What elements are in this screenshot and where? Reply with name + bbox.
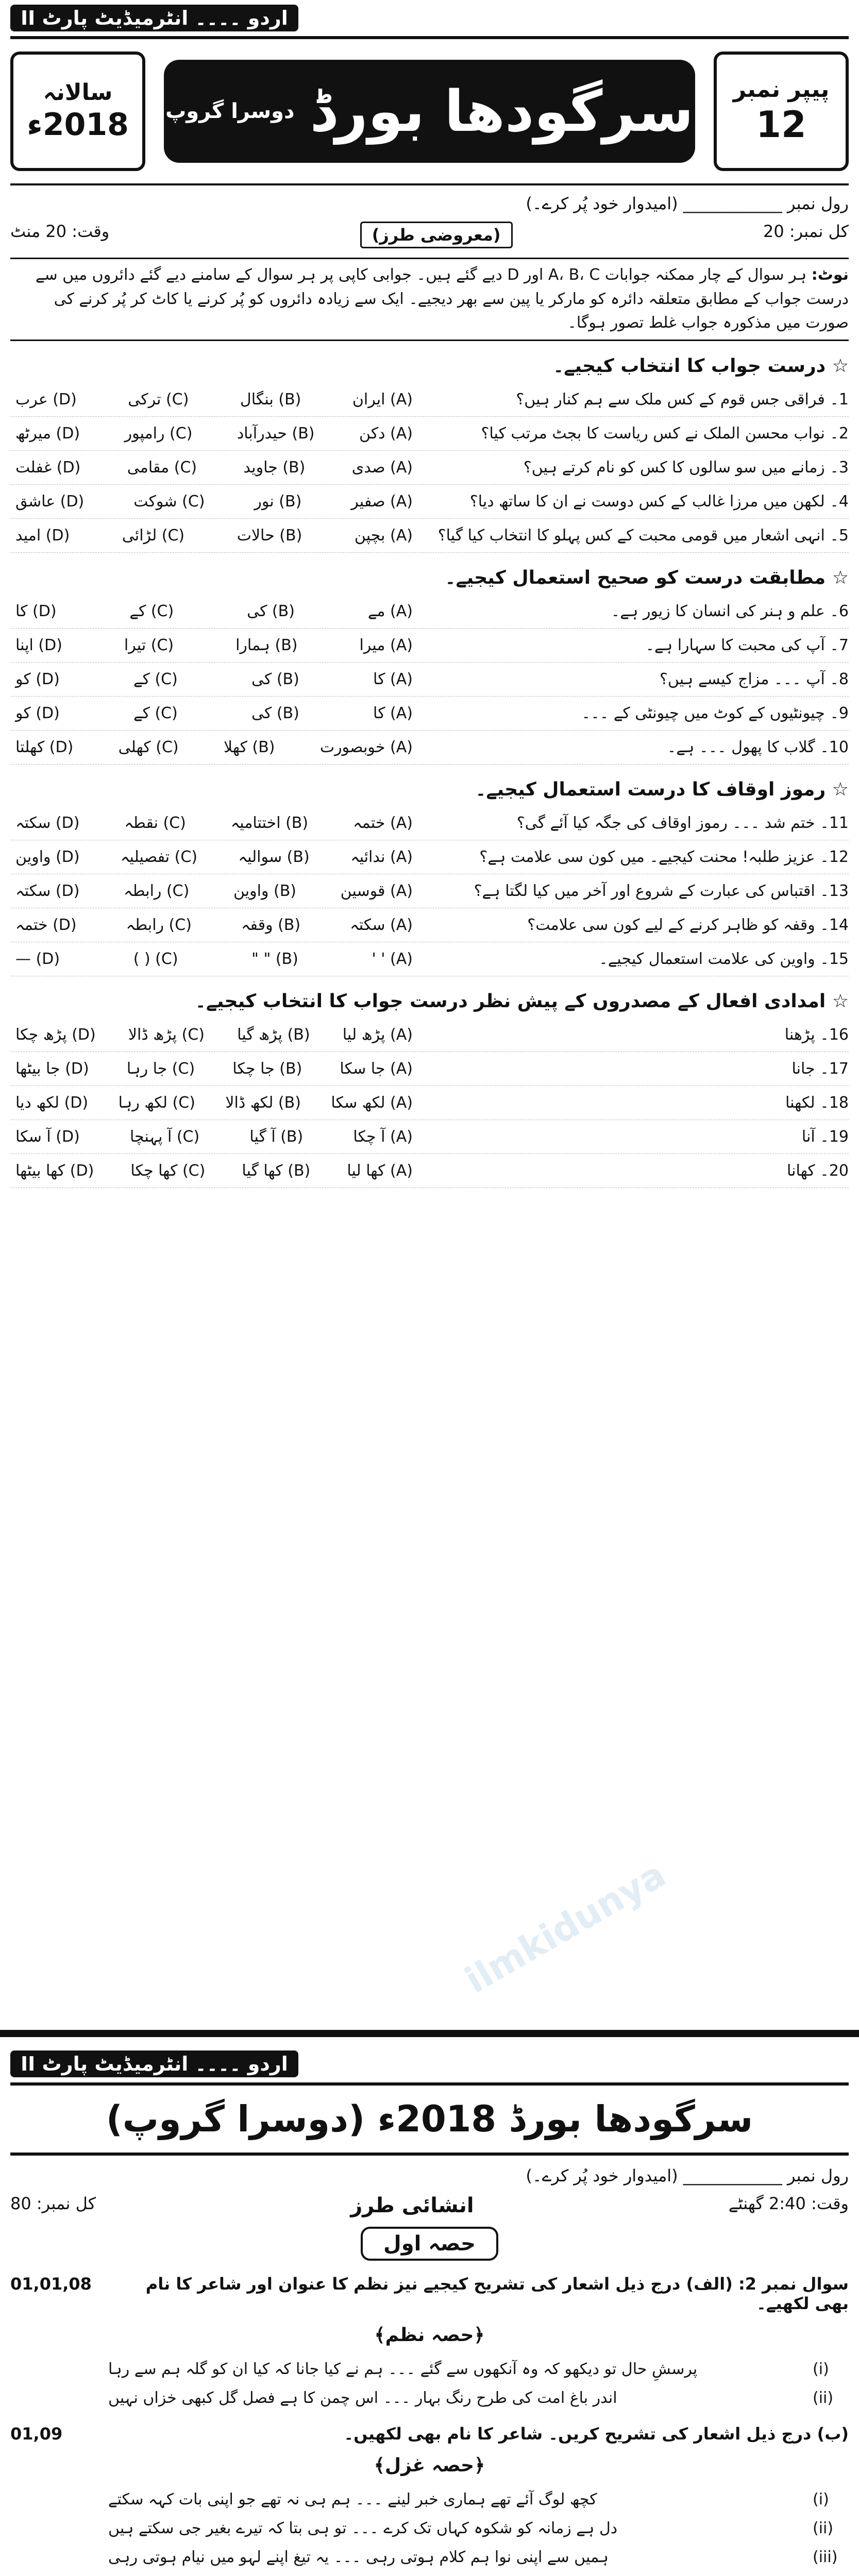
mcq-question — [10, 942, 849, 976]
answer-option: (B) حالات — [237, 526, 302, 545]
answer-options — [10, 736, 413, 759]
answer-option: (C) ترکی — [128, 390, 189, 409]
verse-text: پرسشِ حال تو دیکھو کہ وہ آنکھوں سے گئے ۔۔۔ ہم نے کیا جانا کہ کیا ان کو گلہ ہم سے رہا — [108, 2360, 698, 2378]
answer-option: (C) کے — [133, 704, 178, 722]
roll-no-field: رول نمبر ____________ — [683, 194, 849, 213]
subject-badge: اردو ۔۔۔۔ انٹرمیڈیٹ پارٹ II — [10, 5, 298, 31]
verse-row — [108, 2516, 849, 2541]
verse-number: (i) — [813, 2490, 829, 2509]
nazm-verses — [10, 2357, 849, 2411]
answer-option: (C) کے — [129, 602, 174, 620]
objective-paper — [10, 0, 849, 1188]
answer-options — [10, 845, 413, 869]
watermark: ilmkidunya — [458, 1853, 673, 2002]
mcq-question — [10, 383, 849, 417]
paper-number-box — [714, 52, 849, 171]
answer-option: (A) لکھ سکا — [331, 1093, 413, 1112]
note-text: ہر سوال کے چار ممکنہ جوابات A، B، C اور D دیے گئے ہیں۔ جوابی کاپی پر ہر سوال کے سامنے دیے گئے دائروں میں سے درست جواب کے مطابق متعلقہ دائرہ کو مارکر یا پین سے بھر دیجیے۔ ایک سے زیادہ دائروں کو پُر کرنے یا کاٹ کر پُر کرنے کی صورت میں مذکورہ جواب غلط تصور ہوگا۔ — [35, 266, 849, 332]
verse-number: (i) — [813, 2360, 829, 2378]
answer-option: (C) شوکت — [133, 492, 205, 511]
mcq-question — [10, 451, 849, 485]
answer-option: (B) کی — [251, 670, 299, 688]
answer-option: (D) کو — [15, 670, 60, 688]
answer-option: (D) جا بیٹھا — [15, 1059, 89, 1078]
total-marks: کل نمبر: 20 — [763, 222, 849, 241]
answer-option: (B) " " — [251, 950, 298, 968]
paper-no: 12 — [756, 104, 806, 146]
answer-option: (D) امید — [15, 526, 70, 545]
answer-option: (A) خوبصورت — [319, 738, 413, 756]
question-stem: 15۔ واوین کی علامت استعمال کیجیے۔ — [599, 950, 849, 968]
marks-row-2 — [10, 2194, 849, 2217]
mcq-question — [10, 908, 849, 942]
answer-option: (D) کو — [15, 704, 60, 722]
mcq-sections — [10, 355, 849, 1188]
board-title-2: سرگودھا بورڈ 2018ء (دوسرا گروپ) — [10, 2082, 849, 2156]
answer-option: (C) آ پہنچا — [129, 1127, 200, 1146]
answer-option: (B) جاوید — [243, 458, 306, 477]
answer-option: (C) پڑھ ڈالا — [128, 1025, 205, 1044]
answer-options — [10, 668, 413, 691]
answer-option: (C) تیرا — [124, 636, 174, 654]
answer-option: (C) ( ) — [133, 950, 178, 968]
answer-option: (D) کھا بیٹھا — [15, 1161, 94, 1180]
answer-option: (B) لکھ ڈالا — [225, 1093, 301, 1112]
answer-options — [10, 456, 413, 479]
answer-option: (A) آ چکا — [353, 1127, 413, 1146]
question-stem: 10۔ گلاب کا پھول ۔۔۔ ہے۔ — [667, 738, 849, 756]
verse-row — [108, 2487, 849, 2512]
answer-option: (A) ختمہ — [352, 814, 413, 832]
answer-option: (A) کھا لیا — [347, 1161, 413, 1180]
verse-number: (ii) — [813, 2389, 834, 2407]
answer-option: (D) آ سکا — [15, 1127, 80, 1146]
mcq-question — [10, 485, 849, 519]
mcq-question — [10, 1154, 849, 1188]
mcq-question — [10, 519, 849, 553]
question-stem: 16۔ پڑھنا — [784, 1025, 849, 1044]
answer-option: (D) میرٹھ — [15, 424, 80, 443]
question-2a — [10, 2274, 849, 2313]
answer-option: (B) واوین — [233, 882, 296, 900]
answer-option: (D) — — [15, 950, 60, 968]
answer-option: (B) سوالیہ — [238, 848, 310, 866]
answer-option: (A) صفیر — [351, 492, 413, 511]
answer-options — [10, 490, 413, 513]
answer-option: (A) بچپن — [354, 526, 413, 545]
answer-option: (C) کے — [133, 670, 178, 688]
answer-option: (B) نور — [254, 492, 302, 511]
answer-option: (A) جا سکا — [340, 1059, 413, 1078]
question-stem: 2۔ نواب محسن الملک نے کس ریاست کا بجٹ مرتب کیا؟ — [481, 424, 849, 443]
question-stem: 6۔ علم و ہنر کی انسان کا زیور ہے۔ — [611, 602, 849, 620]
question-stem: 9۔ چیونٹیوں کے کوٹ میں چیونٹی کے ۔۔۔ — [581, 704, 849, 722]
question-stem: 17۔ جانا — [791, 1059, 849, 1078]
answer-option: (C) رامپور — [124, 424, 193, 443]
verse-text: اندر باغ امت کی طرح رنگ بہار ۔۔۔ اس چمن کا ہے فصل گل کبھی خزاں نہیں — [108, 2389, 617, 2407]
answer-option: (C) نقطہ — [124, 814, 186, 832]
mcq-question — [10, 417, 849, 451]
answer-option: (C) رابطہ — [124, 882, 190, 900]
answer-options — [10, 388, 413, 411]
exam-year: 2018ء — [27, 107, 129, 143]
answer-option: (A) قوسین — [340, 882, 413, 900]
verse-row — [108, 2386, 849, 2411]
answer-option: (A) ' ' — [372, 950, 413, 968]
time-allowed: وقت: 20 منٹ — [10, 222, 110, 241]
mcq-question — [10, 731, 849, 765]
subject-strip — [10, 0, 849, 39]
session-box — [10, 52, 145, 171]
roll-row-2 — [10, 2166, 849, 2185]
part-label-wrap — [10, 2227, 849, 2261]
answer-option: (D) لکھ دیا — [15, 1093, 89, 1112]
instructions-note — [10, 258, 849, 341]
subjective-paper — [10, 2045, 849, 2576]
question-stem: 14۔ وقفہ کو ظاہر کرنے کے لیے کون سی علامت؟ — [527, 916, 849, 934]
question-stem: 7۔ آپ کی محبت کا سہارا ہے۔ — [645, 636, 849, 654]
paper-header — [10, 39, 849, 185]
ghazal-verses — [10, 2487, 849, 2570]
question-2b-text: (ب) درج ذیل اشعار کی تشریح کریں۔ شاعر کا نام بھی لکھیں۔ — [344, 2424, 849, 2444]
answer-option: (D) کھلتا — [15, 738, 74, 756]
question-stem: 18۔ لکھنا — [785, 1093, 849, 1112]
answer-option: (B) بنگال — [240, 390, 301, 409]
answer-option: (C) جا رہا — [126, 1059, 195, 1078]
question-2b — [10, 2424, 849, 2444]
mcq-question — [10, 840, 849, 874]
verse-text: دل ہے زمانہ کو شکوہ کہاں تک کرے ۔۔۔ تو ہی بتا کہ تیرے بغیر جی سکتے ہیں — [108, 2519, 618, 2537]
question-stem: 13۔ اقتباس کی عبارت کے شروع اور آخر میں کیا لگتا ہے؟ — [474, 882, 849, 900]
question-2a-marks: 01,01,08 — [10, 2274, 92, 2294]
mcq-question — [10, 1120, 849, 1154]
board-name: سرگودھا بورڈ — [310, 78, 694, 144]
mcq-question — [10, 1018, 849, 1052]
verse-text: کچھ لوگ آئے تھے ہماری خبر لینے ۔۔۔ ہم ہی نہ تھے جو اپنی بات کہہ سکتے — [108, 2490, 597, 2509]
paper-no-label: پیپر نمبر — [733, 76, 830, 103]
question-stem: 4۔ لکھن میں مرزا غالب کے کس دوست نے ان کا ساتھ دیا؟ — [469, 492, 849, 511]
answer-options — [10, 947, 413, 971]
mcq-question — [10, 1052, 849, 1086]
page-divider — [0, 2030, 859, 2037]
answer-options — [10, 1091, 413, 1114]
paper-type-2: انشائی طرز — [350, 2194, 474, 2217]
answer-option: (A) دکن — [359, 424, 413, 443]
question-stem: 8۔ آپ ۔۔۔ مزاج کیسے ہیں؟ — [659, 670, 849, 688]
ghazal-heading: ﴿حصہ غزل﴾ — [374, 2455, 485, 2476]
answer-option: (B) کی — [251, 704, 299, 722]
answer-option: (A) صدی — [351, 458, 413, 477]
answer-option: (A) ایران — [352, 390, 413, 409]
answer-option: (C) کھلی — [118, 738, 179, 756]
answer-option: (A) میرا — [359, 636, 413, 654]
answer-option: (B) حیدرآباد — [237, 424, 315, 443]
answer-options — [10, 702, 413, 725]
answer-option: (D) پڑھ چکا — [15, 1025, 96, 1044]
question-stem: 5۔ انہی اشعار میں قومی محبت کے کس پہلو کا انتخاب کیا گیا؟ — [437, 526, 849, 545]
question-stem: 3۔ زمانے میں سو سالوں کا کس کو نام کرتے ہیں؟ — [523, 458, 849, 477]
subject-strip-2 — [10, 2045, 849, 2082]
answer-option: (D) اپنا — [15, 636, 62, 654]
answer-option: (C) کھا چکا — [130, 1161, 206, 1180]
question-stem: 19۔ آنا — [801, 1127, 849, 1146]
answer-options — [10, 879, 413, 903]
subject-badge-2: اردو ۔۔۔۔ انٹرمیڈیٹ پارٹ II — [10, 2050, 298, 2077]
answer-option: (D) ختمہ — [15, 916, 77, 934]
answer-options — [10, 524, 413, 547]
section-title: ☆ رموز اوقاف کا درست استعمال کیجیے۔ — [475, 778, 849, 800]
question-stem: 11۔ ختم شد ۔۔۔ رموز اوقاف کی جگہ کیا آئے گی؟ — [516, 814, 849, 832]
answer-options — [10, 913, 413, 937]
mcq-question — [10, 595, 849, 629]
question-stem: 12۔ عزیز طلبہ! محنت کیجیے۔ میں کون سی علامت ہے؟ — [479, 848, 849, 866]
answer-option: (B) ہمارا — [235, 636, 298, 654]
answer-options — [10, 600, 413, 623]
roll-row — [10, 194, 849, 213]
question-2a-text: سوال نمبر 2: (الف) درج ذیل اشعار کی تشریح کیجیے نیز نظم کا عنوان اور شاعر کا نام بھی لکھیے۔ — [145, 2274, 849, 2313]
verse-number: (iii) — [813, 2548, 838, 2566]
mcq-question — [10, 806, 849, 840]
answer-options — [10, 1159, 413, 1182]
answer-options — [10, 1023, 413, 1046]
answer-option: (D) کا — [15, 602, 57, 620]
marks-row — [10, 222, 849, 248]
answer-option: (B) کھا گیا — [242, 1161, 311, 1180]
mcq-question — [10, 663, 849, 697]
answer-option: (C) تفصیلیہ — [120, 848, 198, 866]
time-allowed-2: وقت: 2:40 گھنٹے — [728, 2194, 849, 2213]
answer-option: (B) اختتامیہ — [230, 814, 309, 832]
group-label: دوسرا گروپ — [165, 99, 295, 123]
mcq-question — [10, 1086, 849, 1120]
answer-option: (C) رابطہ — [126, 916, 192, 934]
candidate-note: (امیدوار خود پُر کرے۔) — [526, 194, 678, 213]
answer-option: (B) پڑھ گیا — [237, 1025, 310, 1044]
answer-option: (B) آ گیا — [249, 1127, 304, 1146]
answer-option: (D) واوین — [15, 848, 80, 866]
session-label: سالانہ — [43, 79, 113, 106]
question-stem: 1۔ فراقی جس قوم کے کس ملک سے ہم کنار ہیں؟ — [516, 390, 849, 409]
answer-option: (B) کھلا — [223, 738, 275, 756]
section-title: ☆ درست جواب کا انتخاب کیجیے۔ — [553, 355, 849, 377]
answer-option: (D) سکتہ — [15, 882, 80, 900]
verse-row — [108, 2545, 849, 2570]
question-stem: 20۔ کھانا — [786, 1161, 849, 1180]
candidate-note-2: (امیدوار خود پُر کرے۔) — [526, 2166, 678, 2185]
total-marks-2: کل نمبر: 80 — [10, 2194, 96, 2213]
answer-option: (A) سکتہ — [350, 916, 413, 934]
verse-text: ہمیں سے اپنی نوا ہم کلام ہوتی رہی ۔۔۔ یہ تیغ اپنے لہو میں نیام ہوتی رہی — [108, 2548, 609, 2566]
verse-row — [108, 2357, 849, 2382]
answer-options — [10, 1125, 413, 1148]
mcq-question — [10, 697, 849, 731]
answer-options — [10, 422, 413, 445]
board-banner — [164, 60, 695, 163]
answer-option: (A) پڑھ لیا — [342, 1025, 413, 1044]
answer-option: (A) ندائیہ — [350, 848, 413, 866]
answer-option: (C) لڑائی — [122, 526, 185, 545]
answer-option: (C) مقامی — [127, 458, 197, 477]
answer-option: (D) غفلت — [15, 458, 81, 477]
part-one-label: حصہ اول — [361, 2227, 498, 2261]
answer-option: (B) وقفہ — [241, 916, 301, 934]
answer-option: (D) عرب — [15, 390, 77, 409]
question-2b-marks: 01,09 — [10, 2424, 63, 2444]
answer-option: (A) کا — [373, 670, 413, 688]
answer-option: (D) عاشق — [15, 492, 85, 511]
answer-option: (C) لکھ رہا — [118, 1093, 195, 1112]
paper-type: (معروضی طرز) — [360, 222, 513, 248]
answer-option: (B) کی — [247, 602, 295, 620]
answer-option: (B) جا چکا — [232, 1059, 302, 1078]
section-title: ☆ امدادی افعال کے مصدروں کے پیش نظر درست جواب کا انتخاب کیجیے۔ — [195, 990, 849, 1012]
answer-options — [10, 1057, 413, 1080]
verse-number: (ii) — [813, 2519, 834, 2537]
answer-options — [10, 634, 413, 657]
roll-no-field-2: رول نمبر ____________ — [683, 2166, 849, 2185]
section-title: ☆ مطابقت درست کو صحیح استعمال کیجیے۔ — [445, 567, 849, 588]
answer-option: (A) مے — [367, 602, 413, 620]
answer-options — [10, 811, 413, 835]
note-label: نوٹ: — [811, 266, 849, 284]
mcq-question — [10, 629, 849, 663]
mcq-question — [10, 874, 849, 908]
nazm-heading: ﴿حصہ نظم﴾ — [374, 2325, 485, 2346]
answer-option: (A) کا — [373, 704, 413, 722]
answer-option: (D) سکتہ — [15, 814, 80, 832]
